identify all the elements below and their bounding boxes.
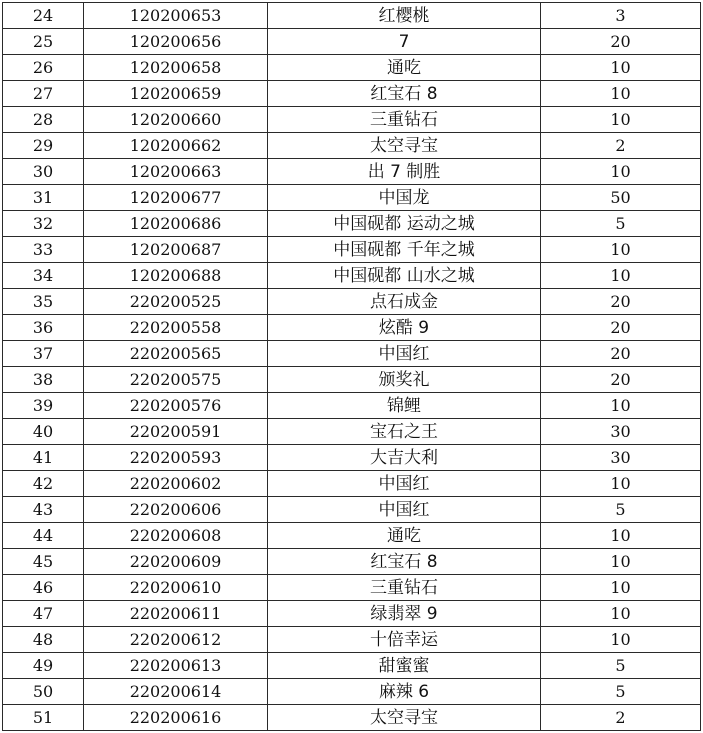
value-cell: 20 (541, 367, 701, 393)
table-row (3, 341, 701, 367)
row-number-cell: 39 (3, 393, 84, 419)
code-cell: 220200613 (84, 653, 268, 679)
value-cell: 20 (541, 341, 701, 367)
name-cell: 颁奖礼 (268, 367, 541, 393)
value-cell: 10 (541, 471, 701, 497)
row-number-cell: 42 (3, 471, 84, 497)
row-number-cell: 44 (3, 523, 84, 549)
value-cell: 10 (541, 393, 701, 419)
name-cell: 三重钻石 (268, 575, 541, 601)
row-number-cell: 33 (3, 237, 84, 263)
code-cell: 220200525 (84, 289, 268, 315)
value-cell: 20 (541, 289, 701, 315)
table-row (3, 81, 701, 107)
table-body (3, 3, 701, 731)
table-row (3, 159, 701, 185)
row-number-cell: 28 (3, 107, 84, 133)
table-row (3, 367, 701, 393)
document-sheet (2, 2, 700, 731)
row-number-cell: 34 (3, 263, 84, 289)
name-cell: 炫酷 9 (268, 315, 541, 341)
row-number-cell: 38 (3, 367, 84, 393)
row-number-cell: 27 (3, 81, 84, 107)
table-row (3, 549, 701, 575)
row-number-cell: 26 (3, 55, 84, 81)
row-number-cell: 25 (3, 29, 84, 55)
code-cell: 120200658 (84, 55, 268, 81)
row-number-cell: 45 (3, 549, 84, 575)
name-cell: 甜蜜蜜 (268, 653, 541, 679)
table-row (3, 497, 701, 523)
code-cell: 220200593 (84, 445, 268, 471)
value-cell: 20 (541, 315, 701, 341)
value-cell: 5 (541, 211, 701, 237)
value-cell: 10 (541, 263, 701, 289)
name-cell: 三重钻石 (268, 107, 541, 133)
table-row (3, 653, 701, 679)
name-cell: 红樱桃 (268, 3, 541, 29)
table-row (3, 211, 701, 237)
value-cell: 30 (541, 419, 701, 445)
code-cell: 220200614 (84, 679, 268, 705)
value-cell: 10 (541, 81, 701, 107)
value-cell: 3 (541, 3, 701, 29)
table-row (3, 185, 701, 211)
value-cell: 5 (541, 653, 701, 679)
value-cell: 5 (541, 679, 701, 705)
table-row (3, 419, 701, 445)
code-cell: 120200659 (84, 81, 268, 107)
value-cell: 10 (541, 549, 701, 575)
code-cell: 220200602 (84, 471, 268, 497)
data-table (2, 2, 701, 731)
name-cell: 出 7 制胜 (268, 159, 541, 185)
code-cell: 220200558 (84, 315, 268, 341)
name-cell: 中国红 (268, 471, 541, 497)
table-row (3, 471, 701, 497)
row-number-cell: 32 (3, 211, 84, 237)
row-number-cell: 49 (3, 653, 84, 679)
row-number-cell: 40 (3, 419, 84, 445)
name-cell: 中国砚都 千年之城 (268, 237, 541, 263)
name-cell: 中国砚都 运动之城 (268, 211, 541, 237)
row-number-cell: 50 (3, 679, 84, 705)
value-cell: 20 (541, 29, 701, 55)
name-cell: 太空寻宝 (268, 133, 541, 159)
code-cell: 120200663 (84, 159, 268, 185)
table-row (3, 263, 701, 289)
row-number-cell: 43 (3, 497, 84, 523)
code-cell: 220200565 (84, 341, 268, 367)
name-cell: 锦鲤 (268, 393, 541, 419)
code-cell: 220200610 (84, 575, 268, 601)
value-cell: 10 (541, 575, 701, 601)
value-cell: 50 (541, 185, 701, 211)
value-cell: 30 (541, 445, 701, 471)
row-number-cell: 29 (3, 133, 84, 159)
value-cell: 2 (541, 133, 701, 159)
row-number-cell: 46 (3, 575, 84, 601)
row-number-cell: 30 (3, 159, 84, 185)
table-row (3, 315, 701, 341)
row-number-cell: 48 (3, 627, 84, 653)
name-cell: 通吃 (268, 55, 541, 81)
value-cell: 10 (541, 627, 701, 653)
value-cell: 10 (541, 55, 701, 81)
code-cell: 220200616 (84, 705, 268, 731)
name-cell: 红宝石 8 (268, 549, 541, 575)
row-number-cell: 24 (3, 3, 84, 29)
row-number-cell: 36 (3, 315, 84, 341)
name-cell: 十倍幸运 (268, 627, 541, 653)
table-row (3, 575, 701, 601)
row-number-cell: 41 (3, 445, 84, 471)
table-row (3, 289, 701, 315)
name-cell: 宝石之王 (268, 419, 541, 445)
row-number-cell: 47 (3, 601, 84, 627)
row-number-cell: 31 (3, 185, 84, 211)
code-cell: 120200687 (84, 237, 268, 263)
table-row (3, 523, 701, 549)
table-row (3, 393, 701, 419)
value-cell: 10 (541, 601, 701, 627)
code-cell: 120200656 (84, 29, 268, 55)
table-row (3, 627, 701, 653)
table-row (3, 107, 701, 133)
code-cell: 220200608 (84, 523, 268, 549)
table-row (3, 237, 701, 263)
name-cell: 7 (268, 29, 541, 55)
name-cell: 点石成金 (268, 289, 541, 315)
code-cell: 220200609 (84, 549, 268, 575)
name-cell: 通吃 (268, 523, 541, 549)
name-cell: 红宝石 8 (268, 81, 541, 107)
code-cell: 120200686 (84, 211, 268, 237)
code-cell: 220200606 (84, 497, 268, 523)
table-row (3, 601, 701, 627)
code-cell: 220200576 (84, 393, 268, 419)
table-row (3, 445, 701, 471)
name-cell: 麻辣 6 (268, 679, 541, 705)
value-cell: 10 (541, 237, 701, 263)
name-cell: 中国龙 (268, 185, 541, 211)
code-cell: 120200677 (84, 185, 268, 211)
code-cell: 220200612 (84, 627, 268, 653)
value-cell: 10 (541, 107, 701, 133)
name-cell: 绿翡翠 9 (268, 601, 541, 627)
value-cell: 2 (541, 705, 701, 731)
code-cell: 220200575 (84, 367, 268, 393)
table-row (3, 55, 701, 81)
table-row (3, 679, 701, 705)
code-cell: 220200611 (84, 601, 268, 627)
name-cell: 中国红 (268, 497, 541, 523)
value-cell: 5 (541, 497, 701, 523)
table-row (3, 29, 701, 55)
table-row (3, 705, 701, 731)
code-cell: 120200653 (84, 3, 268, 29)
row-number-cell: 37 (3, 341, 84, 367)
name-cell: 大吉大利 (268, 445, 541, 471)
table-row (3, 3, 701, 29)
value-cell: 10 (541, 159, 701, 185)
code-cell: 120200688 (84, 263, 268, 289)
table-row (3, 133, 701, 159)
row-number-cell: 35 (3, 289, 84, 315)
code-cell: 220200591 (84, 419, 268, 445)
value-cell: 10 (541, 523, 701, 549)
name-cell: 中国红 (268, 341, 541, 367)
row-number-cell: 51 (3, 705, 84, 731)
name-cell: 太空寻宝 (268, 705, 541, 731)
code-cell: 120200662 (84, 133, 268, 159)
name-cell: 中国砚都 山水之城 (268, 263, 541, 289)
code-cell: 120200660 (84, 107, 268, 133)
